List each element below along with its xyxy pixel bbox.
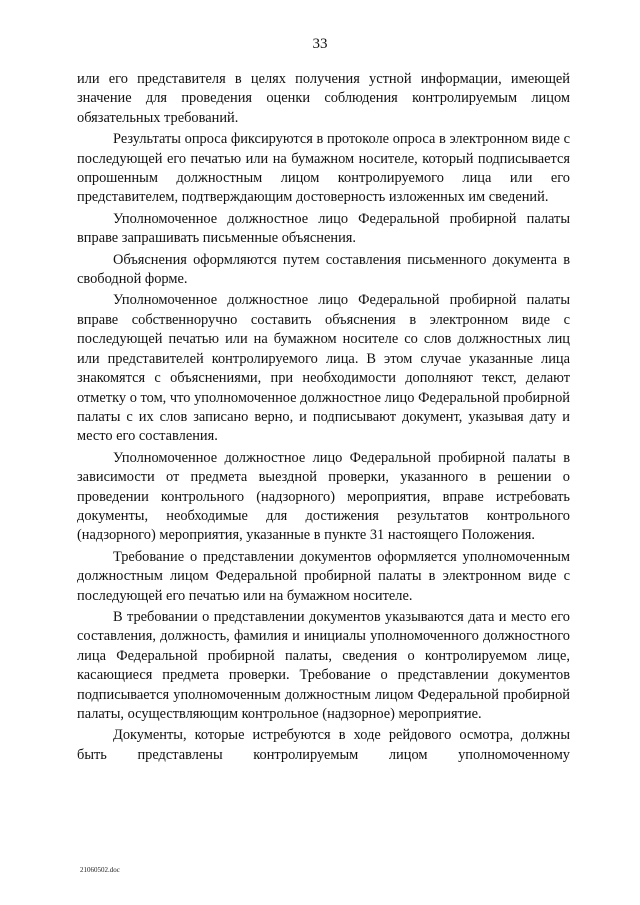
document-body [77, 70, 570, 767]
paragraph-6: Уполномоченное должностное лицо Федеральной пробирной палаты в зависимости от предмета выездной проверки, указанного в решении о проведении контрольного (надзорного) мероприятия, вправе истребовать документы, необходимые для достижения результатов контрольного (надзорного) мероприятия, указанные в пункте 31 настоящего Положения. [77, 449, 570, 544]
paragraph-7: Требование о представлении документов оформляется уполномоченным должностным лицом Федеральной пробирной палаты в электронном виде с последующей его печатью или на бумажном носителе. [77, 548, 570, 604]
paragraph-8: В требовании о представлении документов указываются дата и место его составления, должность, фамилия и инициалы уполномоченного должностного лица Федеральной пробирной палаты, сведения о контролируемом лице, касающиеся предмета проверки. Требование о представлении документов подписывается уполномоченным должностным лицом Федеральной пробирной палаты, осуществляющим контрольное (надзорное) мероприятие. [77, 608, 570, 722]
paragraph-5: Уполномоченное должностное лицо Федеральной пробирной палаты вправе собственноручно составить объяснения в электронном виде с последующей печатью или на бумажном носителе со слов должностных лиц или представителей контролируемого лица. В этом случае указанные лица знакомятся с объяснениями, при необходимости дополняют текст, делают отметку о том, что уполномоченное должностное лицо Федеральной пробирной палаты с их слов записано верно, и подписывают документ, указывая дату и место его составления. [77, 292, 570, 445]
page-number: 33 [312, 36, 328, 52]
paragraph-4: Объяснения оформляются путем составления письменного документа в свободной форме. [77, 251, 570, 288]
file-name-footer: 21060502.doc [80, 866, 120, 874]
paragraph-3: Уполномоченное должностное лицо Федеральной пробирной палаты вправе запрашивать письменные объяснения. [77, 210, 570, 247]
paragraph-9: Документы, которые истребуются в ходе рейдового осмотра, должны быть представлены контролируемым лицом уполномоченному [77, 727, 570, 763]
paragraph-1: или его представителя в целях получения устной информации, имеющей значение для проведения оценки соблюдения контролируемым лицом обязательных требований. [77, 71, 570, 126]
paragraph-2: Результаты опроса фиксируются в протоколе опроса в электронном виде с последующей его печатью или на бумажном носителе, который подписывается опрошенным должностным лицом контролируемого лица или его представителем, подтверждающим достоверность изложенных им сведений. [77, 131, 570, 206]
